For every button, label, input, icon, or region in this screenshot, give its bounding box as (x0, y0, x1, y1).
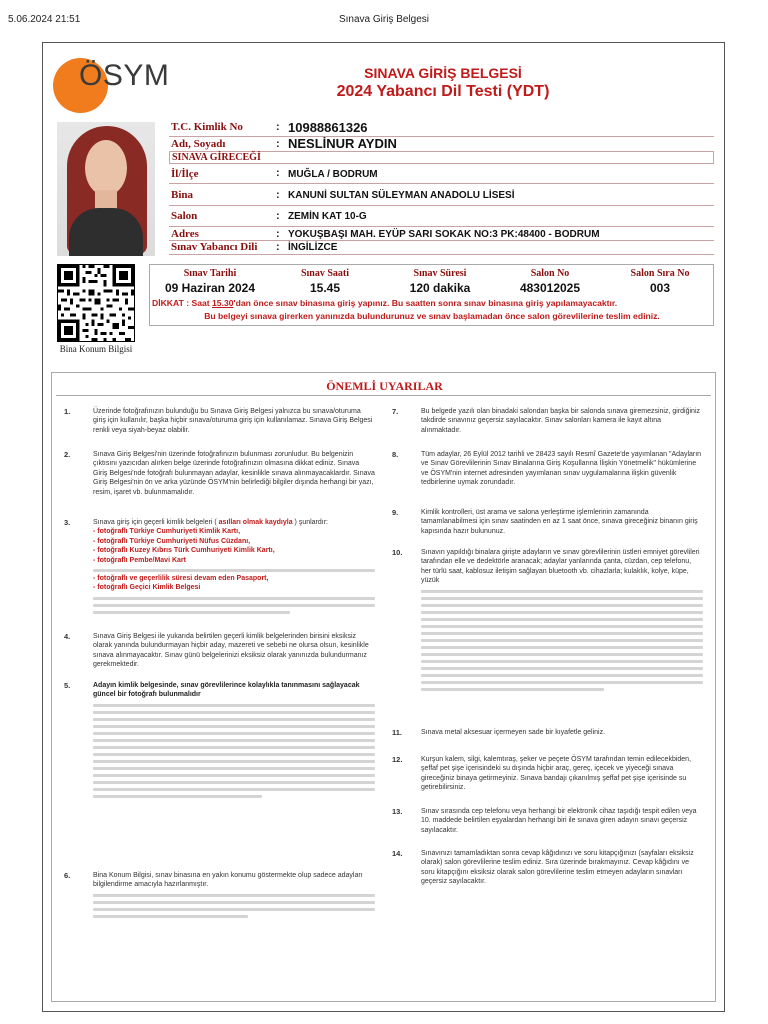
exam-date-value: 09 Haziran 2024 (164, 281, 256, 295)
il-value: MUĞLA / BODRUM (288, 169, 378, 180)
exam-duration-value: 120 dakika (409, 281, 471, 295)
document-title: SINAVA GİRİŞ BELGESİ (364, 65, 522, 81)
entry-time-warning: DİKKAT : Saat 15.30'dan önce sınav binasına giriş yapınız. Bu saatten sonra sınav binasına giriş yapılamayacaktır. (152, 298, 618, 308)
bina-value: KANUNİ SULTAN SÜLEYMAN ANADOLU LİSESİ (288, 190, 515, 201)
seat-no-value: 003 (649, 281, 671, 295)
adres-value: YOKUŞBAŞI MAH. EYÜP SARI SOKAK NO:3 PK:48400 - BODRUM (288, 229, 600, 240)
name-label: Adı, Soyadı (171, 138, 226, 150)
exam-duration-label: Sınav Süresi (413, 268, 467, 279)
seat-no-label: Salon Sıra No (630, 268, 690, 279)
dil-label: Sınav Yabancı Dili (171, 241, 258, 253)
salon-value: ZEMİN KAT 10-G (288, 211, 367, 222)
adres-label: Adres (171, 228, 199, 240)
print-title: Sınava Giriş Belgesi (338, 14, 430, 25)
document-subtitle: 2024 Yabancı Dil Testi (YDT) (336, 83, 550, 100)
hall-no-label: Salon No (530, 268, 570, 279)
entry-document: ÖSYM SINAVA GİRİŞ BELGESİ 2024 Yabancı Dil Testi (YDT) T.C. Kimlik No : 10988861326 Adı, Soyadı : NESLİNUR AYDIN SINAVA GİRECEĞİ İl/İlçe : MUĞLA / BODRUM Bina : KANUNİ SULTAN SÜLEYMAN ANADOLU LİSESİ Salon : ZEMİN KAT 10-G Adres : YOKUŞBAŞI MAH. EYÜP SARI SOKAK NO:3 PK:48400 - BODRUM Sınav Yabancı Dili : İNGİLİZCE Bina Konum Bilgisi Sınav Tarihi 09 Haziran 2024 Sınav Saati 15.45 Sınav Süresi 120 dakika Salon No 483012025 Salon Sıra No 003 DİKKAT : Saat 15.30'dan önce sınav binasına giriş yapınız. Bu saatten sonra sınav binasına giriş yapılamayacaktır. Bu belgeyi sınava girerken yanınızda bulundurunuz ve sınav başlamadan önce salon görevlilerine teslim ediniz. ÖNEMLİ UYARILAR 1. Üzerinde fotoğrafınızın bulunduğu bu Sınava Giriş Belgesi yalnızca bu sınava/oturuma giriş için kullanılır, başka hiçbir sınava/oturuma giriş için kullanılamaz. Sınava Giriş Belgesi renkli veya siyah-beyaz olabilir. 2. Sınava Giriş Belgesi'nin üzerinde fotoğrafınızın bulunması zorunludur. Bu belgenizin çıktısını yazıcıdan alırken belge üzerinde fotoğrafınızın olmasına dikkat ediniz. Sınava Giriş Belgesi'nde fotoğrafı bulunmayan adaylar, kesinlikle sınava alınmayacaklardır. Sınava Giriş Belgesi'nin ön ve arka yüzünde ÖSYM'nin belirlediği bilgiler dışında herhangi bir yazı, resim, işaret vb. bulunmamalıdır. 3. Sınava giriş için geçerli kimlik belgeleri ( asılları olmak kaydıyla ) şunlardır: - fotoğraflı Türkiye Cumhuriyeti Kimlik Kartı, - fotoğraflı Türkiye Cumhuriyeti Nüfus Cüzdanı, - fotoğraflı Kuzey Kıbrıs Türk Cumhuriyeti Kimlik Kartı, - fotoğraflı Pembe/Mavi Kart - fotoğraflı ve geçerlilik süresi devam eden Pasaport, - fotoğraflı Geçici Kimlik Belgesi 4. Sınava Giriş Belgesi ile yukarıda belirtilen geçerli kimlik belgelerinden birisini eksiksiz olarak yanında bulundurmayan hiçbir aday, mazereti ve sebebi ne olursa olsun, kesinlikle sınava alınmayacaktır. Sınav günü belgelerinizi eksiksiz olarak yanınızda bulundurmanız gerekmektedir. 5. Adayın kimlik belgesinde, sınav görevlilerince kolaylıkla tanınmasını sağlayacak güncel bir fotoğrafı bulunmalıdır 6. Bina Konum Bilgisi, sınav binasına en yakın konumu göstermekte olup sadece adayları bilgilendirme amacıyla hazırlanmıştır. 7. Bu belgede yazılı olan binadaki salondan başka bir salonda sınava giremezsiniz, girdiğiniz takdirde sınavınız geçersiz sayılacaktır. Sınav salonları kamera ile kayıt altına alınmaktadır. 8. Tüm adaylar, 26 Eylül 2012 tarihli ve 28423 sayılı Resmî Gazete'de yayımlanan "Adayların ve Sınav Görevlilerinin Sınav Binalarına Giriş Koşullarına İlişkin Yönetmelik" hükümlerine ve ÖSYM'nin internet adresinden yayımlanan sınav uygulamalarına ilişkin güvenlik tedbirlerine uymak zorundadır. 9. Kimlik kontrolleri, üst arama ve salona yerleştirme işlemlerinin zamanında tamamlanabilmesi için sınav saatinden en az 1 saat önce, sınava gireceğiniz binanın giriş kapısında hazır bulununuz. 10. Sınavın yapıldığı binalara girişte adayların ve sınav görevlilerinin üstleri emniyet görevlileri tarafından elle ve dedektörle aranacak; adaylar yanlarında çanta, cüzdan, cep telefonu, her türlü saat, kablosuz iletişim sağlayan bluetooth vb. cihazlarla; kulaklık, kolye, küpe, yüzük 11. Sınava metal aksesuar içermeyen sade bir kıyafetle geliniz. 12. Kurşun kalem, silgi, kalemtıraş, şeker ve peçete ÖSYM tarafından temin edilecekbiden, şeffaf pet şişe içerisindeki su dışında hiçbir araç, gereç, içecek ve yiyeceği sınava gireceğiniz binaya getirmeyiniz. Sınava bandajı çıkanılmış şeffaf pet şişe içerisinde su getirebilirsiniz. 13. Sınav sırasında cep telefonu veya herhangi bir elektronik cihaz taşıdığı tespit edilen veya 10. maddede belirtilen eşyalardan herhangi biri ile sınava giren adayın sınavı geçersiz sayılacaktır. 14. Sınavınızı tamamladıktan sonra cevap kâğıdınızı ve soru kitapçığınızı (sayfaları eksiksiz olarak) salon görevlilerine teslim ediniz. Sıra üzerinde bırakmayınız. Cevap kâğıdını ve soru kitapçığını eksiksiz olarak salon görevlilerine teslim etmeyen adayların sınavları geçersiz sayılacaktır. (42, 42, 725, 1012)
tc-label: T.C. Kimlik No (171, 121, 243, 133)
logo-text: ÖSYM (79, 59, 170, 92)
qr-caption: Bina Konum Bilgisi (59, 344, 133, 354)
candidate-photo (57, 122, 155, 256)
hand-in-note: Bu belgeyi sınava girerken yanınızda bulundurunuz ve sınav başlamadan önce salon görevlilerine teslim ediniz. (204, 311, 660, 321)
exam-date-label: Sınav Tarihi (183, 268, 237, 279)
exam-time-label: Sınav Saati (300, 268, 350, 279)
hall-no-value: 483012025 (519, 281, 581, 295)
tc-value: 10988861326 (288, 120, 368, 135)
print-header (0, 14, 768, 28)
print-datetime: 5.06.2024 21:51 (8, 14, 81, 25)
location-qr-code (57, 264, 135, 342)
warnings-title: ÖNEMLİ UYARILAR (326, 379, 443, 393)
osym-logo (53, 58, 178, 113)
il-label: İl/İlçe (171, 168, 199, 180)
exam-time-value: 15.45 (309, 281, 341, 295)
bina-label: Bina (171, 189, 194, 201)
important-warnings: ÖNEMLİ UYARILAR 1. Üzerinde fotoğrafınızın bulunduğu bu Sınava Giriş Belgesi yalnızca bu sınava/oturuma giriş için kullanılır, başka hiçbir sınava/oturuma giriş için kullanılamaz. Sınava Giriş Belgesi renkli veya siyah-beyaz olabilir. 2. Sınava Giriş Belgesi'nin üzerinde fotoğrafınızın bulunması zorunludur. Bu belgenizin çıktısını yazıcıdan alırken belge üzerinde fotoğrafınızın olmasına dikkat ediniz. Sınava Giriş Belgesi'nde fotoğrafı bulunmayan adaylar, kesinlikle sınava alınmayacaklardır. Sınava Giriş Belgesi'nin ön ve arka yüzünde ÖSYM'nin belirlediği bilgiler dışında herhangi bir yazı, resim, işaret vb. bulunmamalıdır. 3. Sınava giriş için geçerli kimlik belgeleri ( asılları olmak kaydıyla ) şunlardır: - fotoğraflı Türkiye Cumhuriyeti Kimlik Kartı, - fotoğraflı Türkiye Cumhuriyeti Nüfus Cüzdanı, - fotoğraflı Kuzey Kıbrıs Türk Cumhuriyeti Kimlik Kartı, - fotoğraflı Pembe/Mavi Kart - fotoğraflı ve geçerlilik süresi devam eden Pasaport, - fotoğraflı Geçici Kimlik Belgesi 4. Sınava Giriş Belgesi ile yukarıda belirtilen geçerli kimlik belgelerinden birisini eksiksiz olarak yanında bulundurmayan hiçbir aday, mazereti ve sebebi ne olursa olsun, kesinlikle sınava alınmayacaktır. Sınav günü belgelerinizi eksiksiz olarak yanınızda bulundurmanız gerekmektedir. 5. Adayın kimlik belgesinde, sınav görevlilerince kolaylıkla tanınmasını sağlayacak güncel bir fotoğrafı bulunmalıdır 6. Bina Konum Bilgisi, sınav binasına en yakın konumu göstermekte olup sadece adayları bilgilendirme amacıyla hazırlanmıştır. 7. Bu belgede yazılı olan binadaki salondan başka bir salonda sınava giremezsiniz, girdiğiniz takdirde sınavınız geçersiz sayılacaktır. Sınav salonları kamera ile kayıt altına alınmaktadır. 8. Tüm adaylar, 26 Eylül 2012 tarihli ve 28423 sayılı Resmî Gazete'de yayımlanan "Adayların ve Sınav Görevlilerinin Sınav Binalarına Giriş Koşullarına İlişkin Yönetmelik" hükümlerine ve ÖSYM'nin internet adresinden yayımlanan sınav uygulamalarına ilişkin güvenlik tedbirlerine uymak zorundadır. 9. Kimlik kontrolleri, üst arama ve salona yerleştirme işlemlerinin zamanında tamamlanabilmesi için sınav saatinden en az 1 saat önce, sınava gireceğiniz binanın giriş kapısında hazır bulununuz. 10. Sınavın yapıldığı binalara girişte adayların ve sınav görevlilerinin üstleri emniyet görevlileri tarafından elle ve dedektörle aranacak; adaylar yanlarında çanta, cüzdan, cep telefonu, her türlü saat, kablosuz iletişim sağlayan bluetooth vb. cihazlarla; kulaklık, kolye, küpe, yüzük 11. Sınava metal aksesuar içermeyen sade bir kıyafetle geliniz. 12. Kurşun kalem, silgi, kalemtıraş, şeker ve peçete ÖSYM tarafından temin edilecekbiden, şeffaf pet şişe içerisindeki su dışında hiçbir araç, gereç, içecek ve yiyeceği sınava gireceğiniz binaya getirmeyiniz. Sınava bandajı çıkanılmış şeffaf pet şişe içerisinde su getirebilirsiniz. 13. Sınav sırasında cep telefonu veya herhangi bir elektronik cihaz taşıdığı tespit edilen veya 10. maddede belirtilen eşyalardan herhangi biri ile sınava giren adayın sınavı geçersiz sayılacaktır. 14. Sınavınızı tamamladıktan sonra cevap kâğıdınızı ve soru kitapçığınızı (sayfaları eksiksiz olarak) salon görevlilerine teslim ediniz. Sıra üzerinde bırakmayınız. Cevap kâğıdını ve soru kitapçığını eksiksiz olarak salon görevlilerine teslim etmeyen adayların sınavları geçersiz sayılacaktır. (51, 372, 716, 1002)
name-value: NESLİNUR AYDIN (288, 136, 397, 151)
exam-details-box (149, 264, 714, 326)
section-heading: SINAVA GİRECEĞİ (169, 151, 714, 164)
salon-label: Salon (171, 210, 198, 222)
divider (169, 136, 714, 137)
dil-value: İNGİLİZCE (288, 242, 338, 253)
